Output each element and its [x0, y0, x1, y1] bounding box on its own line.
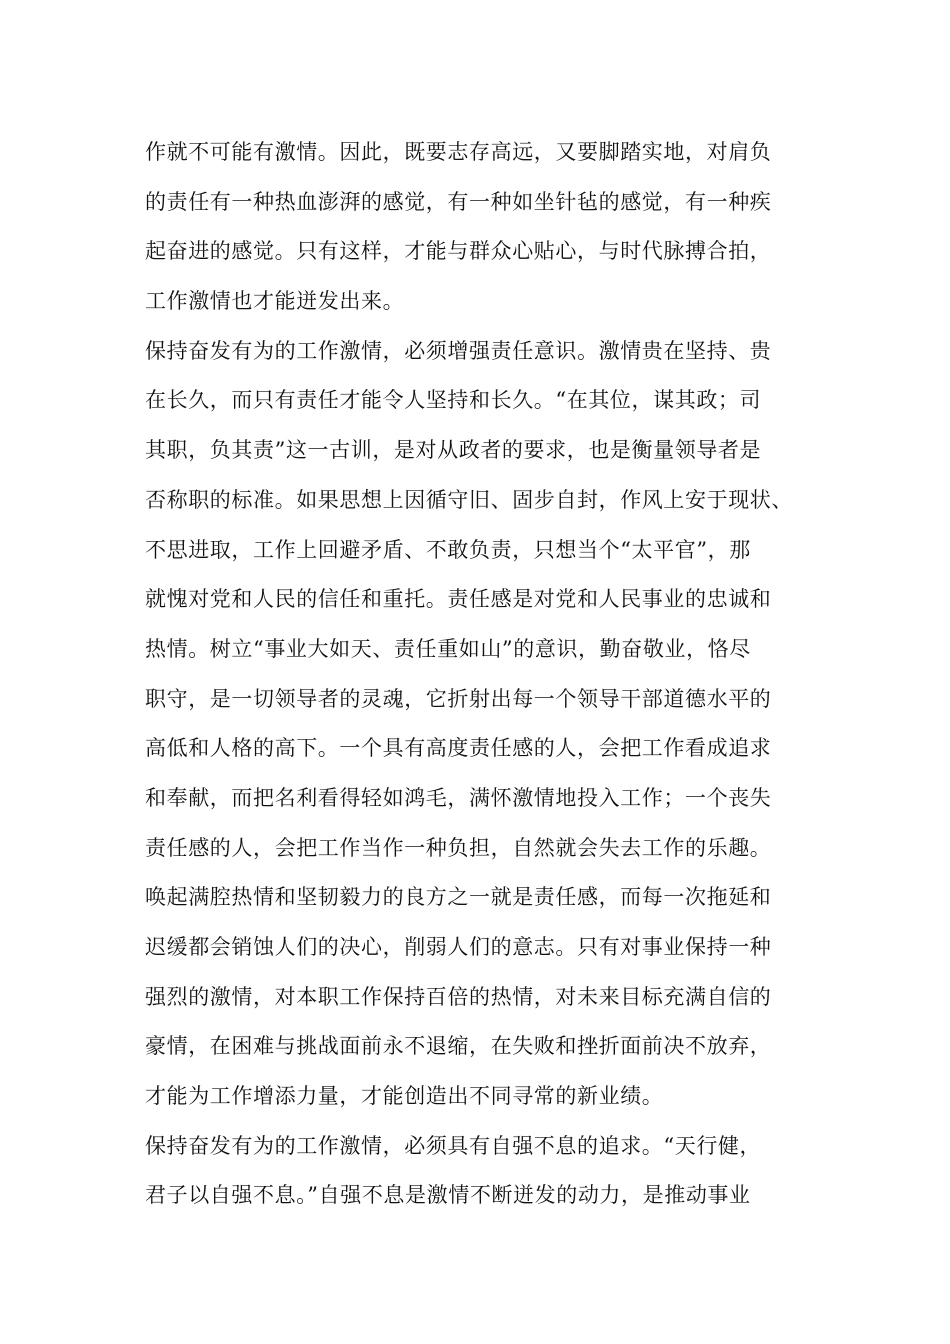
text-line: 君子以自强不息。”自强不息是激情不断迸发的动力，是推动事业	[145, 1183, 751, 1208]
body-text	[145, 128, 825, 1221]
text-line: 豪情，在困难与挑战面前永不退缩，在失败和挫折面前决不放弃，	[145, 1034, 772, 1059]
text-line: 职守，是一切领导者的灵魂，它折射出每一个领导干部道德水平的	[145, 686, 772, 711]
text-line: 作就不可能有激情。因此，既要志存高远，又要脚踏实地，对肩负	[145, 140, 772, 164]
text-line: 工作激情也才能迸发出来。	[145, 289, 405, 314]
text-line: 高低和人格的高下。一个具有高度责任感的人，会把工作看成追求	[145, 736, 772, 761]
text-line: 否称职的标准。如果思想上因循守旧、固步自封，作风上安于现状、	[145, 487, 793, 512]
text-line: 保持奋发有为的工作激情，必须增强责任意识。激情贵在坚持、贵	[145, 338, 772, 363]
text-line: 不思进取，工作上回避矛盾、不敢负责，只想当个“太平官”，那	[145, 537, 751, 562]
text-line: 保持奋发有为的工作激情，必须具有自强不息的追求。“天行健，	[145, 1133, 762, 1158]
text-line: 责任感的人，会把工作当作一种负担，自然就会失去工作的乐趣。	[145, 835, 772, 860]
text-line: 和奉献，而把名利看得轻如鸿毛，满怀激情地投入工作；一个丧失	[145, 785, 772, 810]
text-line: 强烈的激情，对本职工作保持百倍的热情，对未来目标充满自信的	[145, 984, 772, 1009]
text-line: 就愧对党和人民的信任和重托。责任感是对党和人民事业的忠诚和	[145, 587, 772, 612]
text-line: 才能为工作增添力量，才能创造出不同寻常的新业绩。	[145, 1084, 664, 1109]
text-line: 热情。树立“事业大如天、责任重如山”的意识，勤奋敬业，恪尽	[145, 636, 751, 661]
text-line: 其职，负其责”这一古训，是对从政者的要求，也是衡量领导者是	[145, 438, 762, 463]
text-line: 的责任有一种热血澎湃的感觉，有一种如坐针毡的感觉，有一种疾	[145, 189, 772, 214]
text-line: 迟缓都会销蚀人们的决心，削弱人们的意志。只有对事业保持一种	[145, 935, 772, 959]
text-line: 起奋进的感觉。只有这样，才能与群众心贴心，与时代脉搏合拍，	[145, 239, 772, 264]
text-line: 在长久，而只有责任才能令人坚持和长久。“在其位，谋其政；司	[145, 388, 762, 413]
text-line: 唤起满腔热情和坚韧毅力的良方之一就是责任感，而每一次拖延和	[145, 885, 772, 910]
